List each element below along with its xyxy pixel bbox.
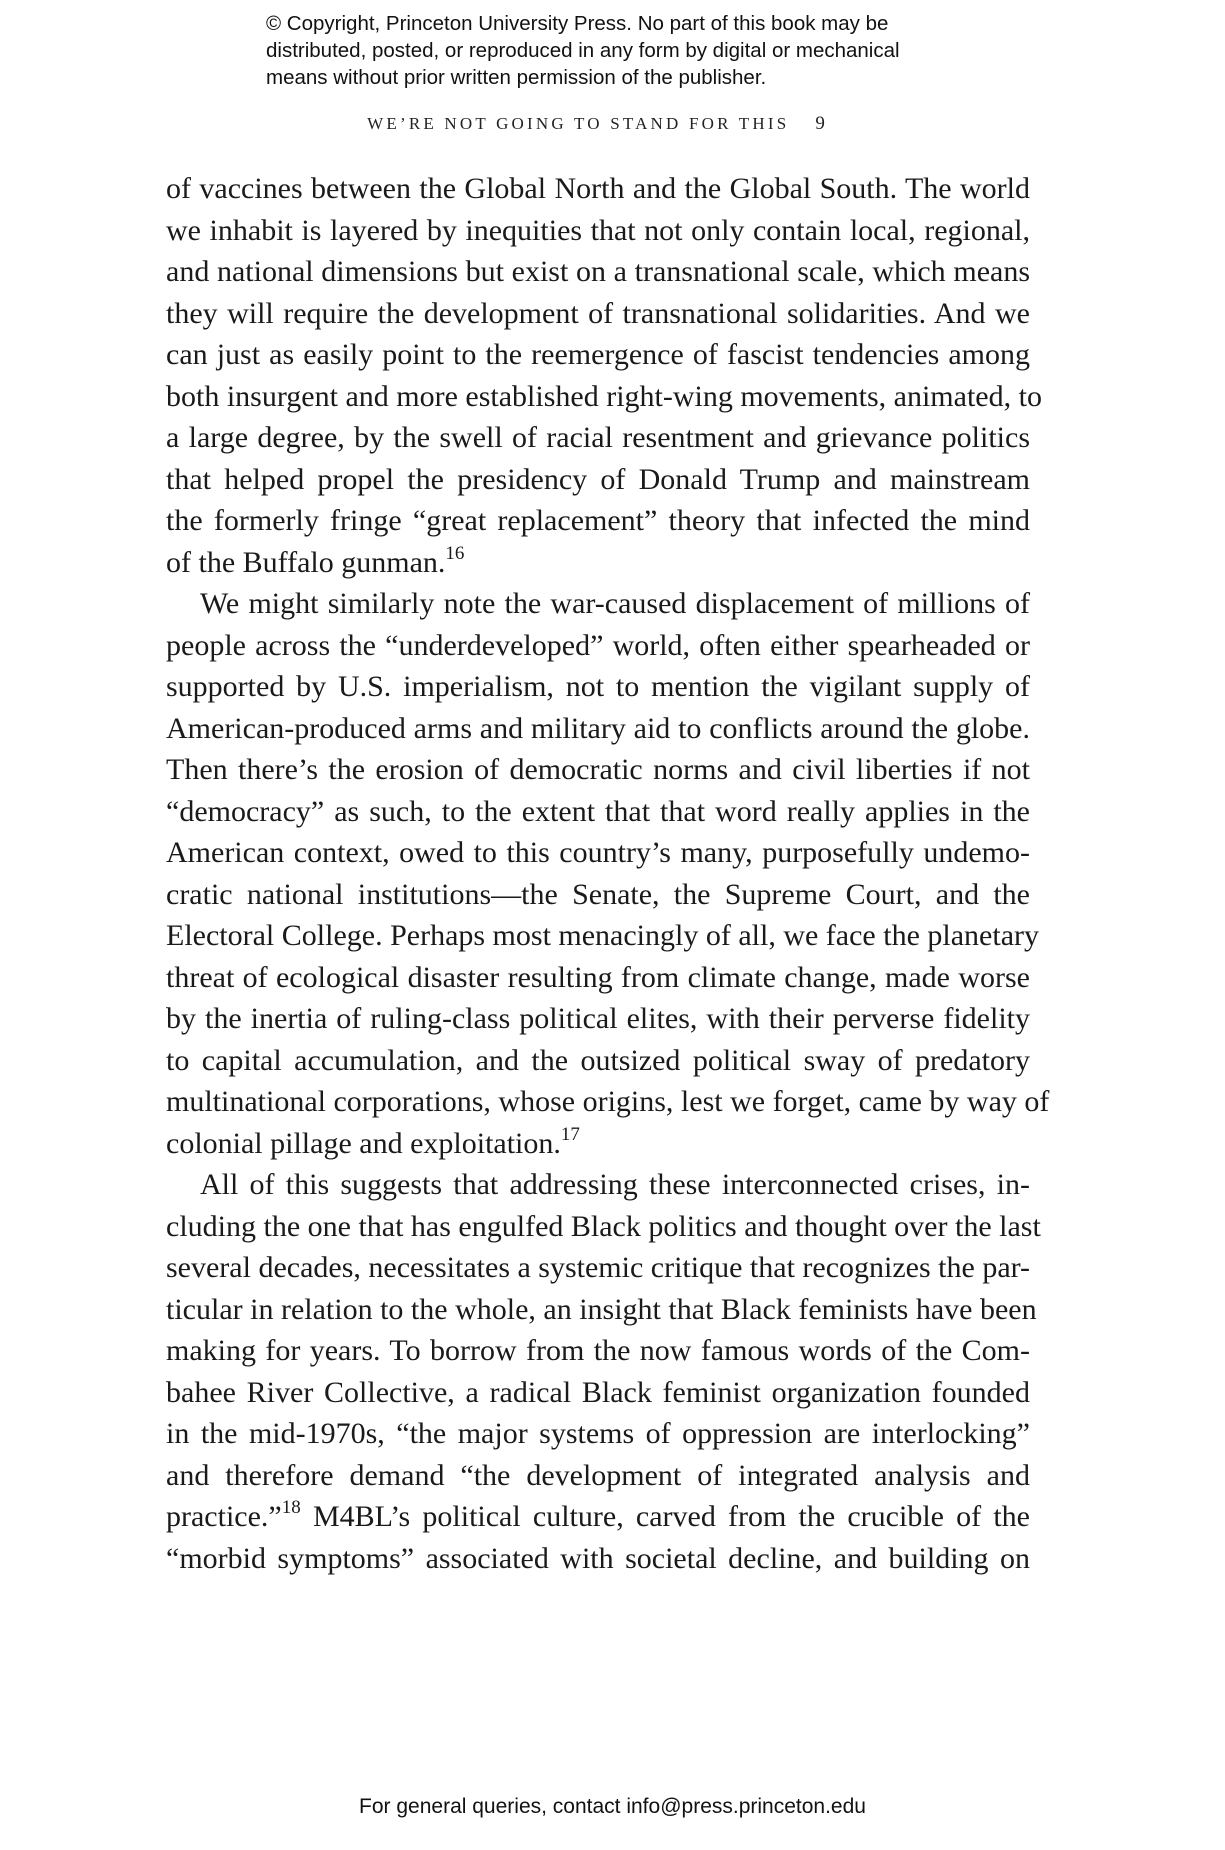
text-line: people across the “underdeveloped” world, often either spearheaded or [166, 628, 1030, 662]
text-line [166, 1496, 1030, 1538]
text-line [166, 1123, 1030, 1165]
text-line [166, 542, 1030, 584]
text-line: threat of ecological disaster resulting from climate change, made worse [166, 960, 1030, 994]
text-line: making for years. To borrow from the now famous words of the Com- [166, 1334, 1030, 1367]
text-line: that helped propel the presidency of Donald Trump and mainstream [166, 462, 1030, 496]
copyright-line: means without prior written permission of the publisher. [266, 66, 767, 89]
copyright-notice [266, 10, 1026, 91]
text-line: American context, owed to this country’s many, purposefully undemo- [166, 836, 1030, 869]
running-head-title: WE’RE NOT GOING TO STAND FOR THIS [367, 114, 790, 133]
text-line: “morbid symptoms” associated with societal decline, and building on [166, 1541, 1030, 1575]
text-line: a large degree, by the swell of racial resentment and grievance politics [166, 421, 1030, 454]
text-line: of vaccines between the Global North and the Global South. The world [166, 172, 1030, 205]
text-line: by the inertia of ruling-class political elites, with their perverse fidelity [166, 1002, 1030, 1035]
text-line: multinational corporations, whose origins, lest we forget, came by way of [166, 1085, 1050, 1118]
text-line: supported by U.S. imperialism, not to mention the vigilant supply of [166, 670, 1030, 703]
text-line: in the mid-1970s, “the major systems of oppression are interlocking” [166, 1417, 1030, 1450]
text-line: the formerly fringe “great replacement” theory that infected the mind [166, 504, 1030, 537]
page-number: 9 [815, 113, 825, 134]
text-line: both insurgent and more established right-wing movements, animated, to [166, 379, 1042, 413]
text-line: American-produced arms and military aid to conflicts around the globe. [166, 711, 1030, 745]
footnote-ref: 17 [560, 1123, 580, 1145]
text-line: we inhabit is layered by inequities that not only contain local, regional, [166, 213, 1030, 247]
text-line: to capital accumulation, and the outsized political sway of predatory [166, 1043, 1030, 1077]
text-line: bahee River Collective, a radical Black feminist organization founded [166, 1375, 1030, 1409]
text-fragment: practice.” [166, 1500, 282, 1533]
footer-contact: For general queries, contact info@press.princeton.edu [359, 1795, 866, 1818]
text-line: cluding the one that has engulfed Black politics and thought over the last [166, 1209, 1041, 1243]
running-head [166, 113, 1026, 135]
text-fragment: of the Buffalo gunman. [166, 545, 446, 579]
text-line: several decades, necessitates a systemic critique that recognizes the par- [166, 1251, 1031, 1284]
text-fragment: colonial pillage and exploitation. [166, 1126, 561, 1160]
text-line: Electoral College. Perhaps most menacingly of all, we face the planetary [166, 919, 1040, 952]
text-line: ticular in relation to the whole, an insight that Black feminists have been [166, 1292, 1037, 1326]
text-line: can just as easily point to the reemergence of fascist tendencies among [166, 338, 1030, 371]
copyright-line: © Copyright, Princeton University Press. No part of this book may be [266, 12, 889, 35]
text-fragment: M4BL’s political culture, carved from the crucible of the [300, 1500, 1030, 1533]
text-line: and therefore demand “the development of integrated analysis and [166, 1458, 1030, 1492]
copyright-line: distributed, posted, or reproduced in any form by digital or mechanical [266, 39, 900, 62]
text-line: Then there’s the erosion of democratic norms and civil liberties if not [166, 753, 1030, 786]
text-line: cratic national institutions—the Senate, the Supreme Court, and the [166, 877, 1030, 911]
footnote-ref: 16 [445, 542, 465, 564]
text-line: All of this suggests that addressing these interconnected crises, in- [200, 1168, 1030, 1201]
text-line: they will require the development of transnational solidarities. And we [166, 296, 1030, 330]
body-text [166, 168, 1050, 1579]
text-line: We might similarly note the war-caused displacement of millions of [200, 587, 1030, 620]
text-line: and national dimensions but exist on a transnational scale, which means [166, 255, 1030, 288]
text-line: “democracy” as such, to the extent that that word really applies in the [166, 794, 1030, 828]
footnote-ref: 18 [281, 1497, 301, 1518]
